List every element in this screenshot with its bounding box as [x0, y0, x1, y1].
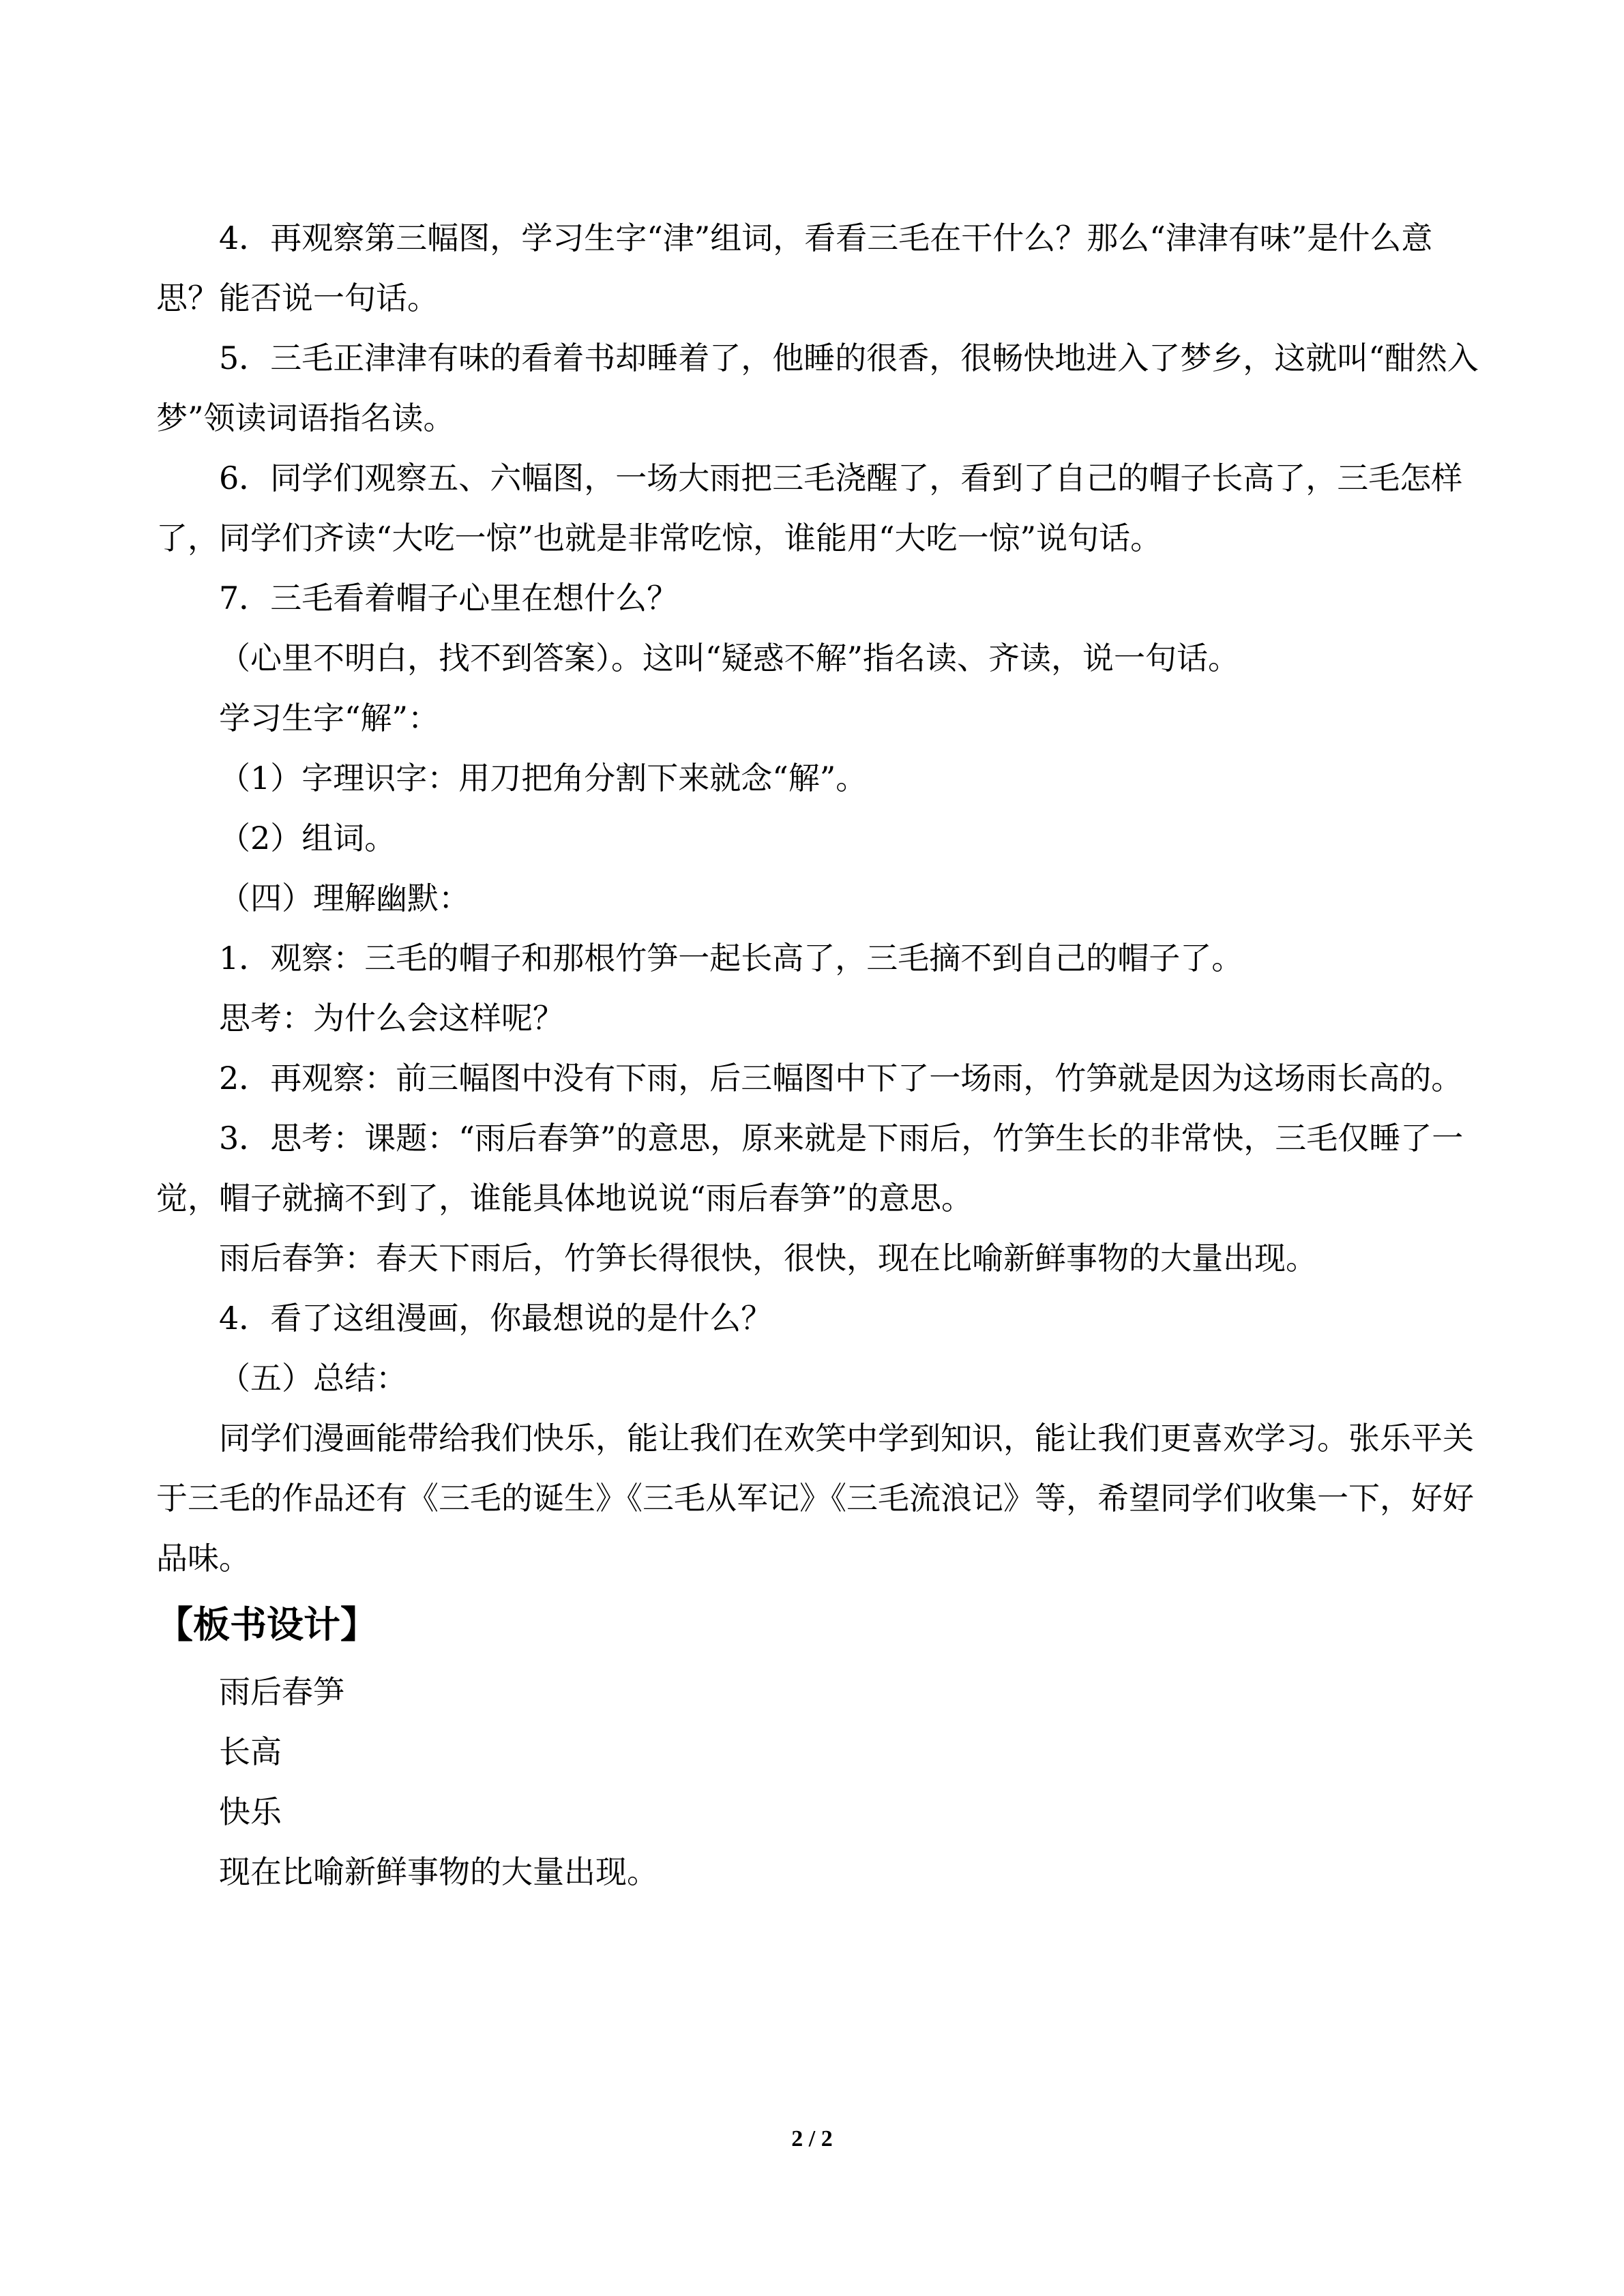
paragraph-answer: （心里不明白，找不到答案）。这叫“疑惑不解”指名读、齐读，说一句话。 — [219, 640, 1240, 676]
document-body — [156, 208, 1486, 1902]
paragraph-think-3: 3．思考：课题：“雨后春笋”的意思，原来就是下雨后，竹笋生长的非常快，三毛仅睡了一觉，帽子就摘不到了，谁能具体地说说“雨后春笋”的意思。 — [156, 1120, 1464, 1217]
board-design-list — [156, 1662, 1486, 1902]
section-humor-title: （四）理解幽默： — [219, 880, 470, 916]
section-summary-title: （五）总结： — [219, 1360, 407, 1397]
paragraph-idiom-definition: 雨后春笋：春天下雨后，竹笋长得很快，很快，现在比喻新鲜事物的大量出现。 — [219, 1240, 1317, 1277]
paragraph-summary: 同学们漫画能带给我们快乐，能让我们在欢笑中学到知识，能让我们更喜欢学习。张乐平关于三毛的作品还有《三毛的诞生》《三毛从军记》《三毛流浪记》等，希望同学们收集一下，好好品味。 — [156, 1420, 1474, 1577]
paragraph-7: 7．三毛看着帽子心里在想什么？ — [219, 580, 679, 616]
paragraph-think: 思考：为什么会这样呢？ — [219, 1000, 564, 1037]
paragraph-observe-1: 1．观察：三毛的帽子和那根竹笋一起长高了，三毛摘不到自己的帽子了。 — [219, 940, 1243, 976]
board-item-title: 雨后春笋 — [219, 1673, 344, 1710]
paragraph-char-analysis: （1）字理识字：用刀把角分割下来就念“解”。 — [219, 760, 868, 796]
paragraph-learn-char: 学习生字“解”： — [219, 700, 440, 736]
paragraph-5: 5．三毛正津津有味的看着书却睡着了，他睡的很香，很畅快地进入了梦乡，这就叫“酣然入梦”领读词语指名读。 — [156, 340, 1479, 436]
paragraph-6: 6．同学们观察五、六幅图，一场大雨把三毛浇醒了，看到了自己的帽子长高了，三毛怎样了，同学们齐读“大吃一惊”也就是非常吃惊，谁能用“大吃一惊”说句话。 — [156, 460, 1463, 556]
board-item-happy: 快乐 — [219, 1793, 282, 1830]
page-number: 2 / 2 — [791, 2126, 833, 2151]
paragraph-word-group: （2）组词。 — [219, 820, 396, 856]
board-item-grow: 长高 — [219, 1733, 282, 1770]
paragraph-question-4: 4．看了这组漫画，你最想说的是什么？ — [219, 1300, 773, 1337]
board-item-meaning: 现在比喻新鲜事物的大量出现。 — [219, 1853, 658, 1890]
paragraph-observe-2: 2．再观察：前三幅图中没有下雨，后三幅图中下了一场雨，竹笋就是因为这场雨长高的。 — [219, 1060, 1463, 1097]
paragraph-4: 4．再观察第三幅图，学习生字“津”组词，看看三毛在干什么？那么“津津有味”是什么意思？能否说一句话。 — [156, 220, 1433, 316]
board-design-heading: 【板书设计】 — [156, 1603, 377, 1646]
